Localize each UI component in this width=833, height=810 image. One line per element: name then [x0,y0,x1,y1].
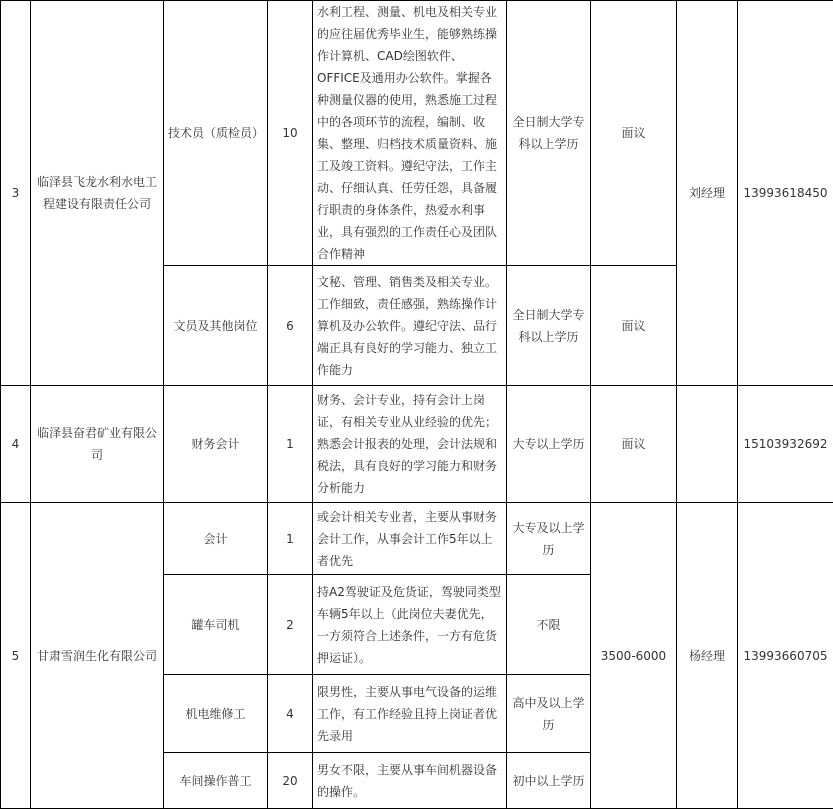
contact-phone: 15103932692 [738,386,833,503]
row-number: 3 [1,1,31,386]
company-name: 临泽县飞龙水利水电工程建设有限责任公司 [31,1,164,386]
position-requirements: 持A2驾驶证及危货证，驾驶同类型车辆5年以上（此岗位夫妻优先，一方须符合上述条件，一方有危货押运证）。 [313,575,507,675]
contact-phone: 13993660705 [738,503,833,809]
position-title: 财务会计 [164,386,268,503]
company-name: 临泽县奋君矿业有限公司 [31,386,164,503]
position-education: 全日制大学专科以上学历 [507,266,591,386]
position-education: 大专及以上学历 [507,503,591,575]
position-title: 罐车司机 [164,575,268,675]
position-salary: 面议 [591,386,677,503]
row-number: 5 [1,503,31,809]
position-education: 大专以上学历 [507,386,591,503]
position-education: 全日制大学专科以上学历 [507,1,591,266]
position-salary: 3500-6000 [591,503,677,809]
position-title: 技术员（质检员） [164,1,268,266]
position-requirements: 或会计相关专业者，主要从事财务会计工作，从事会计工作5年以上者优先 [313,503,507,575]
position-requirements: 男女不限，主要从事车间机器设备的操作。 [313,753,507,809]
position-salary: 面议 [591,266,677,386]
contact-person: 刘经理 [677,1,738,386]
position-education: 初中以上学历 [507,753,591,809]
position-salary: 面议 [591,1,677,266]
position-title: 机电维修工 [164,675,268,753]
position-education: 不限 [507,575,591,675]
position-education: 高中及以上学历 [507,675,591,753]
row-number: 4 [1,386,31,503]
position-requirements: 限男性，主要从事电气设备的运维工作，有工作经验且持上岗证者优先录用 [313,675,507,753]
table-row [1,386,833,503]
position-count: 6 [268,266,313,386]
position-count: 10 [268,1,313,266]
table-row [1,503,833,575]
position-count: 1 [268,386,313,503]
company-name: 甘肃雪润生化有限公司 [31,503,164,809]
position-title: 车间操作普工 [164,753,268,809]
position-requirements: 水利工程、测量、机电及相关专业的应往届优秀毕业生，能够熟练操作计算机、CAD绘图软件、OFFICE及通用办公软件。掌握各种测量仪器的使用，熟悉施工过程中的各项环节的流程，编制、收集、整理、归档技术质量资料、施工及竣工资料。遵纪守法，工作主动、仔细认真、任劳任怨，具备履行职责的身体条件，热爱水利事业，具有强烈的工作责任心及团队合作精神 [313,1,507,266]
position-title: 文员及其他岗位 [164,266,268,386]
position-count: 1 [268,503,313,575]
position-count: 20 [268,753,313,809]
contact-phone: 13993618450 [738,1,833,386]
position-count: 4 [268,675,313,753]
position-count: 2 [268,575,313,675]
table-row [1,1,833,266]
position-requirements: 财务、会计专业，持有会计上岗证，有相关专业从业经验的优先；熟悉会计报表的处理，会计法规和税法，具有良好的学习能力和财务分析能力 [313,386,507,503]
contact-person [677,386,738,503]
contact-person: 杨经理 [677,503,738,809]
position-title: 会计 [164,503,268,575]
position-requirements: 文秘、管理、销售类及相关专业。工作细致，责任感强，熟练操作计算机及办公软件。遵纪守法、品行端正具有良好的学习能力、独立工作能力 [313,266,507,386]
